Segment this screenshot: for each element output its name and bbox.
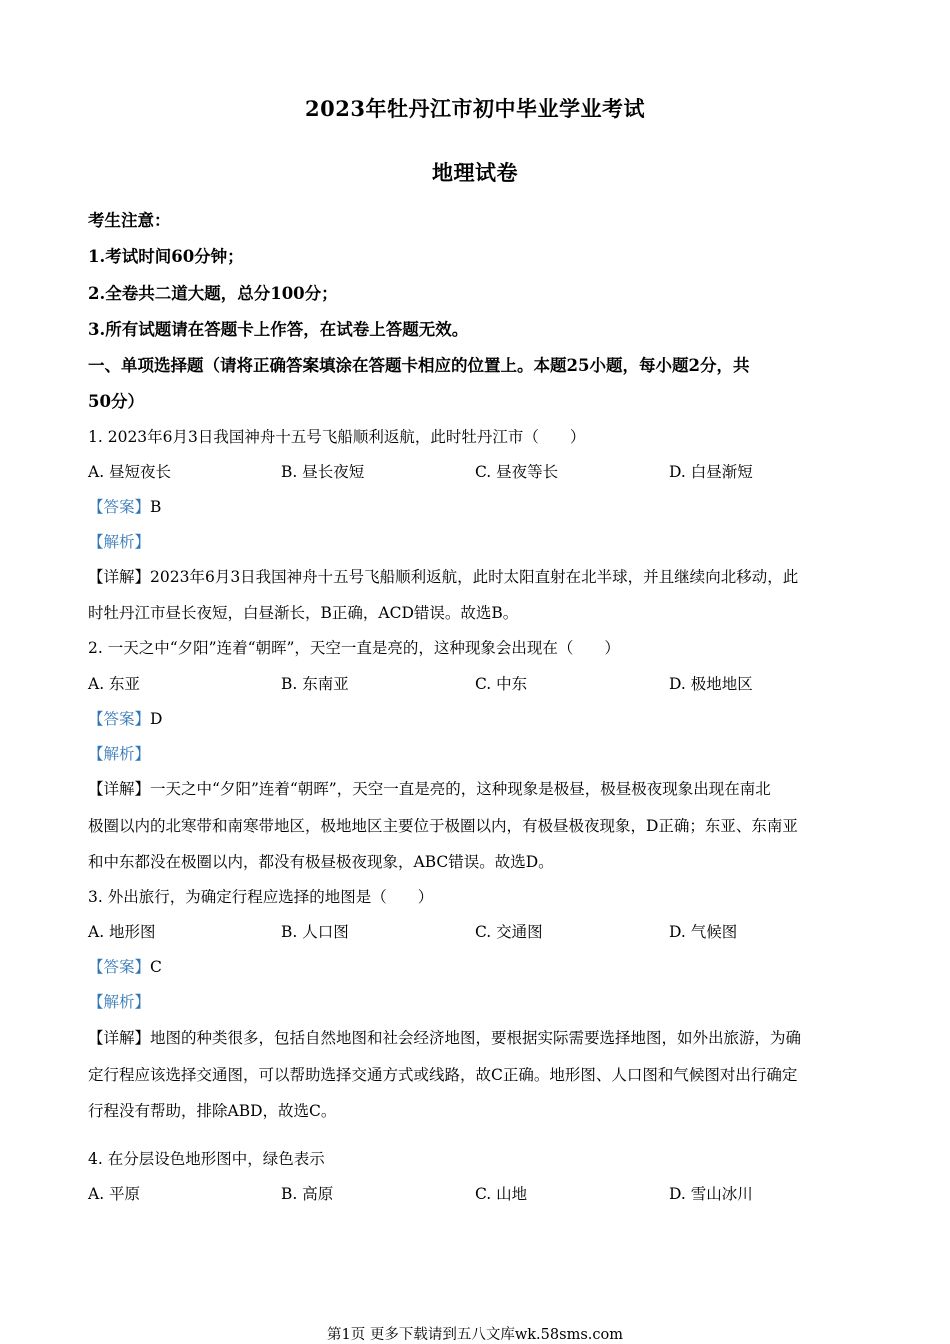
- exam-subtitle: 地理试卷: [432, 160, 518, 185]
- option-d: D. 气候图: [669, 923, 738, 941]
- exam-title: 2023年牡丹江市初中毕业学业考试: [305, 96, 645, 121]
- question-2-detail-line-2: 极圈以内的北寒带和南寒带地区，极地地区主要位于极圈以内，有极昼极夜现象，D正确；东亚、东南亚: [88, 817, 798, 835]
- question-3-stem: 3. 外出旅行，为确定行程应选择的地图是（ ）: [88, 888, 434, 906]
- notice-item-2: 2.全卷共二道大题，总分100分；: [88, 284, 338, 303]
- answer-value: C: [150, 958, 162, 976]
- option-b: B. 东南亚: [281, 675, 349, 693]
- option-a: A. 东亚: [88, 675, 141, 693]
- notice-heading: 考生注意：: [88, 211, 171, 230]
- question-1-answer: [88, 497, 863, 517]
- notice-item-1: 1.考试时间60分钟；: [88, 247, 244, 266]
- question-4-stem: 4. 在分层设色地形图中，绿色表示: [88, 1150, 325, 1168]
- question-1-analysis-tag: 【解析】: [88, 533, 151, 551]
- question-3-detail-line-3: 行程没有帮助，排除ABD，故选C。: [88, 1102, 337, 1120]
- option-c: C. 山地: [475, 1185, 528, 1203]
- page-footer: 第1页 更多下载请到五八文库wk.58sms.com: [327, 1327, 623, 1343]
- question-2-answer: [88, 709, 863, 729]
- option-b: B. 人口图: [281, 923, 349, 941]
- question-1-detail-line-1: [88, 567, 863, 587]
- question-2-stem: 2. 一天之中“夕阳”连着“朝晖”，天空一直是亮的，这种现象会出现在（ ）: [88, 639, 620, 657]
- answer-value: D: [150, 710, 163, 728]
- section-heading-line1: 一、单项选择题（请将正确答案填涂在答题卡相应的位置上。本题25小题，每小题2分，共: [88, 356, 750, 375]
- answer-tag: 【答案】: [88, 498, 151, 516]
- option-a: A. 昼短夜长: [88, 463, 172, 481]
- option-b: B. 昼长夜短: [281, 463, 365, 481]
- question-3-detail-line-1: [88, 1028, 863, 1048]
- question-1-stem: 1. 2023年6月3日我国神舟十五号飞船顺利返航，此时牡丹江市（ ）: [88, 428, 586, 446]
- question-2-detail-line-3: 和中东都没在极圈以内，都没有极昼极夜现象，ABC错误。故选D。: [88, 853, 554, 871]
- detail-text: 地图的种类很多，包括自然地图和社会经济地图，要根据实际需要选择地图，如外出旅游，为确: [150, 1029, 802, 1047]
- option-a: A. 平原: [88, 1185, 141, 1203]
- detail-tag: 【详解】: [88, 780, 151, 798]
- question-3-detail-line-2: 定行程应该选择交通图，可以帮助选择交通方式或线路，故C正确。地形图、人口图和气候图对出行确定: [88, 1066, 798, 1084]
- detail-tag: 【详解】: [88, 568, 151, 586]
- answer-value: B: [150, 498, 162, 516]
- option-c: C. 昼夜等长: [475, 463, 559, 481]
- detail-text: 一天之中“夕阳”连着“朝晖”，天空一直是亮的，这种现象是极昼，极昼极夜现象出现在南北: [150, 780, 771, 798]
- section-heading-line2: 50分）: [88, 392, 144, 411]
- notice-item-3: 3.所有试题请在答题卡上作答，在试卷上答题无效。: [88, 320, 469, 339]
- option-c: C. 中东: [475, 675, 528, 693]
- question-2-analysis-tag: 【解析】: [88, 745, 151, 763]
- option-d: D. 极地地区: [669, 675, 753, 693]
- option-d: D. 白昼渐短: [669, 463, 753, 481]
- detail-text: 2023年6月3日我国神舟十五号飞船顺利返航，此时太阳直射在北半球，并且继续向北移动，此: [150, 568, 799, 586]
- option-b: B. 高原: [281, 1185, 334, 1203]
- question-1-detail-line-2: 时牡丹江市昼长夜短，白昼渐长，B正确，ACD错误。故选B。: [88, 604, 519, 622]
- answer-tag: 【答案】: [88, 710, 151, 728]
- option-c: C. 交通图: [475, 923, 543, 941]
- option-d: D. 雪山冰川: [669, 1185, 753, 1203]
- detail-tag: 【详解】: [88, 1029, 151, 1047]
- question-3-answer: [88, 957, 863, 977]
- question-3-analysis-tag: 【解析】: [88, 993, 151, 1011]
- answer-tag: 【答案】: [88, 958, 151, 976]
- question-2-detail-line-1: [88, 779, 863, 799]
- option-a: A. 地形图: [88, 923, 156, 941]
